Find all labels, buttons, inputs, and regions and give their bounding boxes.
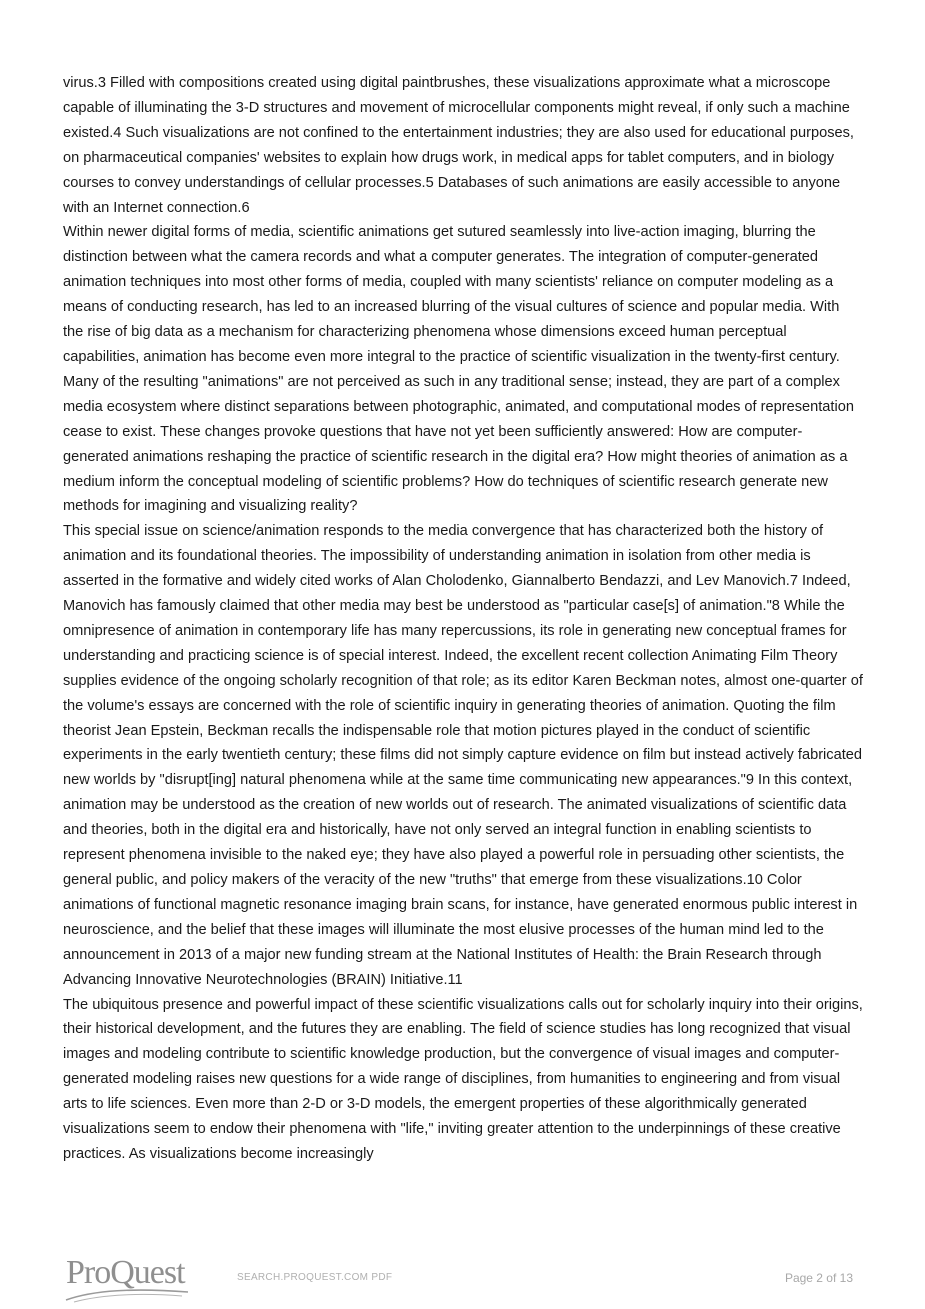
logo-swoosh-icon xyxy=(64,1282,190,1304)
paragraph-2: Within newer digital forms of media, scientific animations get sutured seamlessly into live-action imaging, blurring the distinction between what the camera records and what a computer generates. The integration of computer-generated animation techniques into most other forms of media, coupled with many scientists' reliance on computer modeling as a means of conducting research, has led to an increased blurring of the visual cultures of science and popular media. With the rise of big data as a mechanism for characterizing phenomena whose dimensions exceed human perceptual capabilities, animation has become even more integral to the practice of scientific visualization in the twenty-first century. Many of the resulting "animations" are not perceived as such in any traditional sense; instead, they are part of a complex media ecosystem where distinct separations between photographic, animated, and computational modes of representation cease to exist. These changes provoke questions that have not yet been sufficiently answered: How are computer-generated animations reshaping the practice of scientific research in the digital era? How might theories of animation as a medium inform the conceptual modeling of scientific problems? How do techniques of scientific research generate new methods for imagining and visualizing reality? xyxy=(63,224,854,515)
proquest-logo[interactable] xyxy=(64,1254,190,1304)
footer-source-link[interactable]: SEARCH.PROQUEST.COM PDF xyxy=(237,1272,393,1283)
document-body xyxy=(63,71,863,1167)
paragraph-4: The ubiquitous presence and powerful impact of these scientific visualizations calls out for scholarly inquiry into their origins, their historical development, and the futures they are enabling. The field of science studies has long recognized that visual images and modeling contribute to scientific knowledge production, but the convergence of visual images and computer-generated modeling raises new questions for a wide range of disciplines, from humanities to engineering and from visual arts to life sciences. Even more than 2-D or 3-D models, the emergent properties of these algorithmically generated visualizations seem to endow their phenomena with "life," inviting greater attention to the underpinnings of these creative practices. As visualizations become increasingly xyxy=(63,996,863,1162)
proquest-logo-text: ProQuest xyxy=(66,1254,185,1291)
paragraph-1: virus.3 Filled with compositions created using digital paintbrushes, these visualizations approximate what a microscope capable of illuminating the 3-D structures and movement of microcellular components might reveal, if only such a machine existed.4 Such visualizations are not confined to the entertainment industries; they are also used for educational purposes, on pharmaceutical companies' websites to explain how drugs work, in medical apps for tablet computers, and in biology courses to convey understandings of cellular processes.5 Databases of such animations are easily accessible to anyone with an Internet connection.6 xyxy=(63,75,854,216)
paragraph-3: This special issue on science/animation responds to the media convergence that has characterized both the history of animation and its foundational theories. The impossibility of understanding animation in isolation from other media is asserted in the formative and widely cited works of Alan Cholodenko, Giannalberto Bendazzi, and Lev Manovich.7 Indeed, Manovich has famously claimed that other media may best be understood as "particular case[s] of animation."8 While the omnipresence of animation in contemporary life has many repercussions, its role in generating new conceptual frames for understanding and practicing science is of special interest. Indeed, the excellent recent collection Animating Film Theory supplies evidence of the ongoing scholarly recognition of that role; as its editor Karen Beckman notes, almost one-quarter of the volume's essays are concerned with the role of scientific inquiry in generating theories of animation. Quoting the film theorist Jean Epstein, Beckman recalls the indispensable role that motion pictures played in the conduct of scientific experiments in the early twentieth century; these films did not simply capture evidence on film but instead actively fabricated new worlds by "disrupt[ing] natural phenomena while at the same time communicating new appearances."9 In this context, animation may be understood as the creation of new worlds out of research. The animated visualizations of scientific data and theories, both in the digital era and historically, have not only served an integral function in enabling scientists to represent phenomena invisible to the naked eye; they have also played a powerful role in persuading other scientists, the general public, and policy makers of the veracity of the new "truths" that emerge from these visualizations.10 Color animations of functional magnetic resonance imaging brain scans, for instance, have generated enormous public interest in neuroscience, and the belief that these images will illuminate the most elusive processes of the human mind led to the announcement in 2013 of a major new funding stream at the National Institutes of Health: the Brain Research through Advancing Innovative Neurotechnologies (BRAIN) Initiative.11 xyxy=(63,523,863,988)
page-number: Page 2 of 13 xyxy=(784,1271,853,1285)
page-footer xyxy=(0,1252,925,1309)
